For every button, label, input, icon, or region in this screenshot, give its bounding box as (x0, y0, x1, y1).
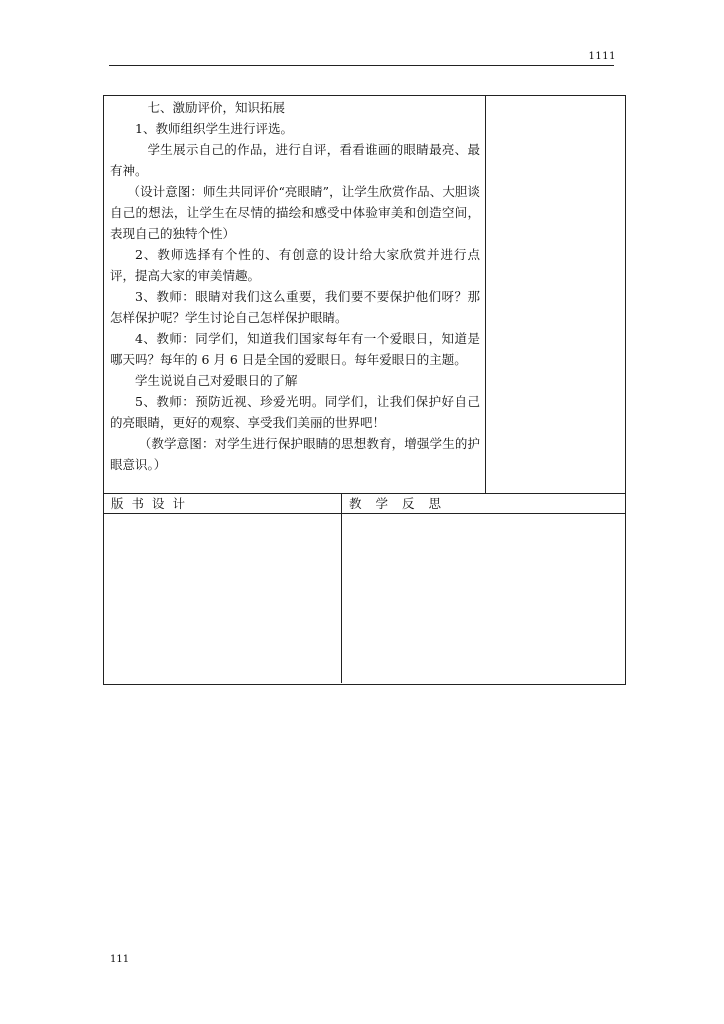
section-title: 七、激励评价，知识拓展 (147, 100, 286, 115)
header-rule (109, 65, 614, 66)
step-4-detail: 学生说说自己对爱眼日的了解 (135, 373, 298, 388)
table-divider-vertical-top (485, 95, 486, 493)
step-1-detail: 学生展示自己的作品，进行自评，看看谁画的眼睛最亮、最有神。 (110, 142, 480, 178)
header-page-number: 1111 (588, 51, 616, 62)
board-design-cell (104, 515, 340, 682)
notes-cell (487, 96, 624, 492)
design-intent-1: （设计意图：师生共同评价“亮眼睛”，让学生欣赏作品、大胆谈自己的想法，让学生在尽情的描绘和感受中体验审美和创造空间，表现自己的独特个性） (110, 184, 480, 241)
table-divider-horizontal-2 (103, 513, 626, 514)
step-1: 1、教师组织学生进行评选。 (135, 121, 293, 136)
step-3: 3、教师：眼睛对我们这么重要，我们要不要保护他们呀？那怎样保护呢？学生讨论自己怎样保护眼睛。 (110, 289, 480, 325)
board-design-label: 版书设计 (111, 496, 194, 511)
table-divider-vertical-bottom (341, 493, 342, 683)
step-5: 5、教师：预防近视、珍爱光明。同学们，让我们保护好自己的亮眼睛，更好的观察、享受我们美丽的世界吧！ (110, 394, 480, 430)
lesson-plan-table (103, 95, 626, 685)
teaching-reflection-cell (343, 515, 624, 682)
teaching-reflection-label: 教学反思 (349, 496, 456, 511)
lesson-content-cell (110, 97, 480, 475)
step-2: 2、教师选择有个性的、有创意的设计给大家欣赏并进行点评，提高大家的审美情趣。 (110, 247, 480, 283)
design-intent-2: （教学意图：对学生进行保护眼睛的思想教育，增强学生的护眼意识。） (110, 436, 480, 472)
step-4: 4、教师：同学们，知道我们国家每年有一个爱眼日，知道是哪天吗？每年的 6 月 6 日是全国的爱眼日。每年爱眼日的主题。 (110, 331, 480, 367)
footer-page-number: 111 (110, 954, 130, 965)
